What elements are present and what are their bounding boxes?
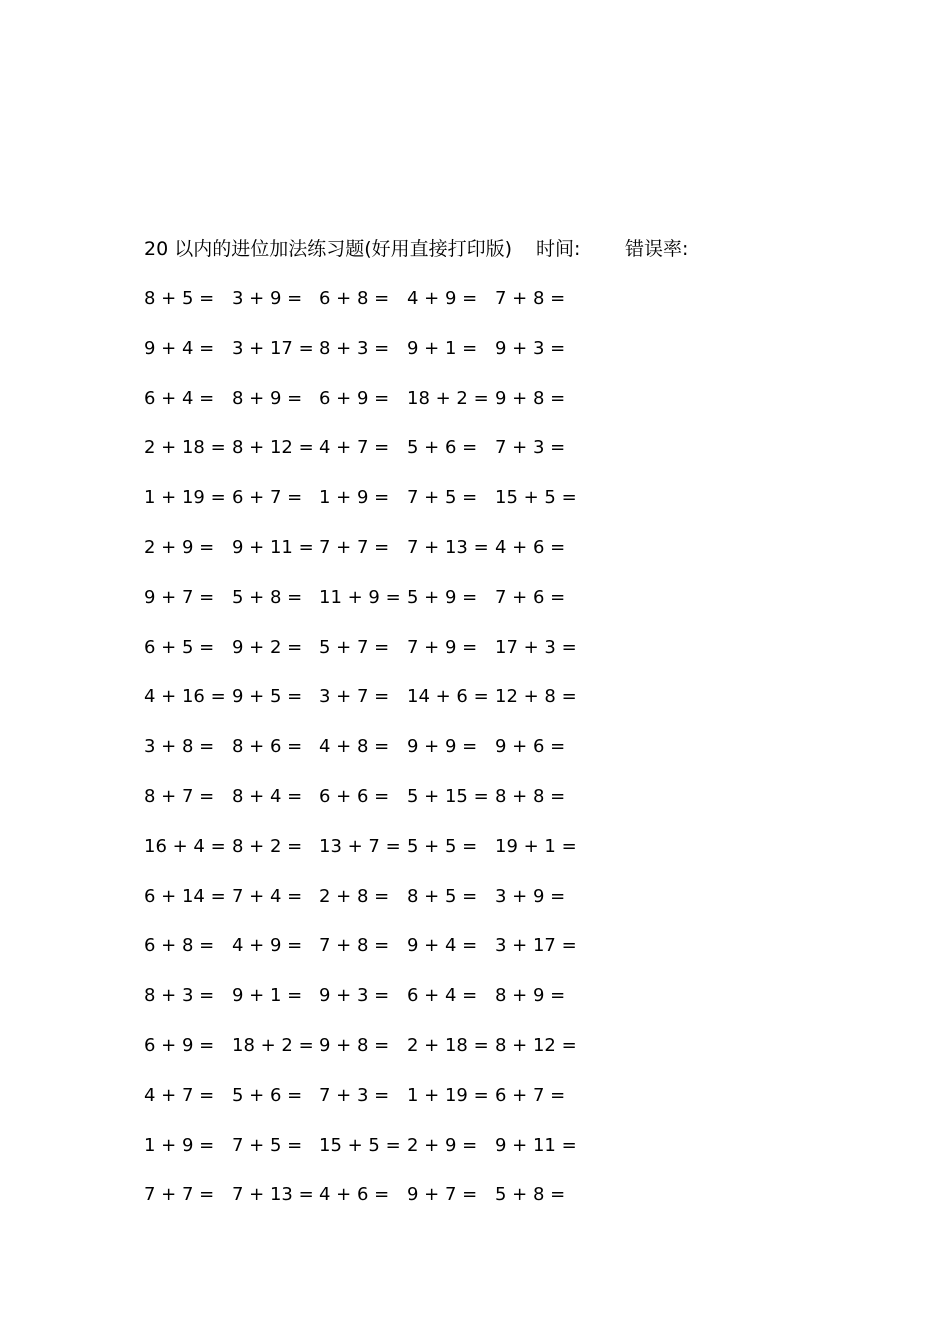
problem-item: 4 + 6 = <box>495 536 566 558</box>
problem-item: 2 + 18 = <box>407 1034 489 1056</box>
problem-item: 11 + 9 = <box>319 586 401 608</box>
problem-item: 9 + 1 = <box>407 337 478 359</box>
problem-item: 9 + 7 = <box>407 1184 478 1206</box>
problem-item: 7 + 5 = <box>407 487 478 509</box>
problem-item: 5 + 9 = <box>407 586 478 608</box>
problem-item: 4 + 8 = <box>319 736 390 758</box>
problem-item: 3 + 7 = <box>319 686 390 708</box>
problem-item: 6 + 6 = <box>319 785 390 807</box>
problem-item: 7 + 7 = <box>319 536 390 558</box>
problem-item: 9 + 4 = <box>144 337 215 359</box>
problem-item: 7 + 4 = <box>232 885 303 907</box>
problem-item: 4 + 9 = <box>407 288 478 309</box>
problem-item: 17 + 3 = <box>495 636 577 658</box>
problem-item: 5 + 7 = <box>319 636 390 658</box>
problem-item: 4 + 6 = <box>319 1184 390 1206</box>
problem-item: 5 + 5 = <box>407 835 478 857</box>
problem-item: 8 + 2 = <box>232 835 303 857</box>
problem-item: 7 + 9 = <box>407 636 478 658</box>
problem-item: 7 + 7 = <box>144 1184 215 1206</box>
problem-item: 8 + 9 = <box>495 985 566 1007</box>
problem-item: 9 + 9 = <box>407 736 478 758</box>
problem-item: 6 + 8 = <box>319 288 390 309</box>
problem-item: 8 + 3 = <box>144 985 215 1007</box>
problem-item: 12 + 8 = <box>495 686 577 708</box>
problem-item: 2 + 18 = <box>144 437 226 459</box>
problem-item: 5 + 8 = <box>495 1184 566 1206</box>
problem-item: 6 + 5 = <box>144 636 215 658</box>
problem-item: 2 + 9 = <box>407 1134 478 1156</box>
problem-item: 9 + 7 = <box>144 586 215 608</box>
problem-item: 8 + 5 = <box>144 288 215 309</box>
problem-item: 6 + 7 = <box>495 1084 566 1106</box>
problem-item: 1 + 9 = <box>319 487 390 509</box>
problem-item: 7 + 6 = <box>495 586 566 608</box>
problem-item: 6 + 8 = <box>144 935 215 957</box>
problem-item: 4 + 7 = <box>319 437 390 459</box>
problem-item: 6 + 4 = <box>144 387 215 409</box>
problem-item: 3 + 9 = <box>495 885 566 907</box>
worksheet-title: 20 以内的进位加法练习题(好用直接打印版) <box>144 238 513 260</box>
problem-item: 8 + 4 = <box>232 785 303 807</box>
problem-item: 5 + 6 = <box>407 437 478 459</box>
problem-item: 6 + 9 = <box>144 1034 215 1056</box>
problem-item: 9 + 4 = <box>407 935 478 957</box>
problem-item: 2 + 8 = <box>319 885 390 907</box>
problem-item: 1 + 19 = <box>407 1084 489 1106</box>
problem-item: 7 + 3 = <box>319 1084 390 1106</box>
problem-item: 8 + 5 = <box>407 885 478 907</box>
problem-item: 3 + 9 = <box>232 288 303 309</box>
problem-item: 3 + 8 = <box>144 736 215 758</box>
problem-item: 15 + 5 = <box>319 1134 401 1156</box>
problem-item: 4 + 7 = <box>144 1084 215 1106</box>
problem-item: 9 + 2 = <box>232 636 303 658</box>
problem-item: 8 + 9 = <box>232 387 303 409</box>
problem-item: 9 + 8 = <box>319 1034 390 1056</box>
problem-item: 9 + 6 = <box>495 736 566 758</box>
problem-item: 9 + 1 = <box>232 985 303 1007</box>
problem-item: 9 + 11 = <box>232 536 314 558</box>
problem-item: 2 + 9 = <box>144 536 215 558</box>
problem-item: 6 + 9 = <box>319 387 390 409</box>
problem-item: 18 + 2 = <box>407 387 489 409</box>
error-rate-label: 错误率: <box>625 238 689 260</box>
problem-item: 7 + 8 = <box>319 935 390 957</box>
problem-item: 9 + 3 = <box>319 985 390 1007</box>
problem-item: 3 + 17 = <box>232 337 314 359</box>
problem-item: 9 + 11 = <box>495 1134 577 1156</box>
problem-item: 3 + 17 = <box>495 935 577 957</box>
problem-item: 7 + 5 = <box>232 1134 303 1156</box>
problem-item: 13 + 7 = <box>319 835 401 857</box>
problem-item: 9 + 8 = <box>495 387 566 409</box>
problem-item: 14 + 6 = <box>407 686 489 708</box>
problem-item: 6 + 7 = <box>232 487 303 509</box>
problem-item: 5 + 6 = <box>232 1084 303 1106</box>
problem-item: 19 + 1 = <box>495 835 577 857</box>
problem-item: 4 + 9 = <box>232 935 303 957</box>
time-label: 时间: <box>536 238 581 260</box>
problem-item: 8 + 12 = <box>232 437 314 459</box>
problem-item: 1 + 19 = <box>144 487 226 509</box>
problem-item: 5 + 8 = <box>232 586 303 608</box>
problem-item: 8 + 3 = <box>319 337 390 359</box>
problem-item: 5 + 15 = <box>407 785 489 807</box>
problem-item: 8 + 12 = <box>495 1034 577 1056</box>
problem-item: 8 + 8 = <box>495 785 566 807</box>
problem-item: 15 + 5 = <box>495 487 577 509</box>
problem-item: 6 + 14 = <box>144 885 226 907</box>
problem-item: 7 + 3 = <box>495 437 566 459</box>
problem-item: 7 + 8 = <box>495 288 566 309</box>
problem-item: 7 + 13 = <box>407 536 489 558</box>
problem-item: 4 + 16 = <box>144 686 226 708</box>
problem-item: 7 + 13 = <box>232 1184 314 1206</box>
problem-item: 16 + 4 = <box>144 835 226 857</box>
problem-item: 1 + 9 = <box>144 1134 215 1156</box>
problem-item: 8 + 6 = <box>232 736 303 758</box>
problem-item: 18 + 2 = <box>232 1034 314 1056</box>
problem-item: 8 + 7 = <box>144 785 215 807</box>
problem-item: 9 + 5 = <box>232 686 303 708</box>
problem-item: 6 + 4 = <box>407 985 478 1007</box>
problem-item: 9 + 3 = <box>495 337 566 359</box>
